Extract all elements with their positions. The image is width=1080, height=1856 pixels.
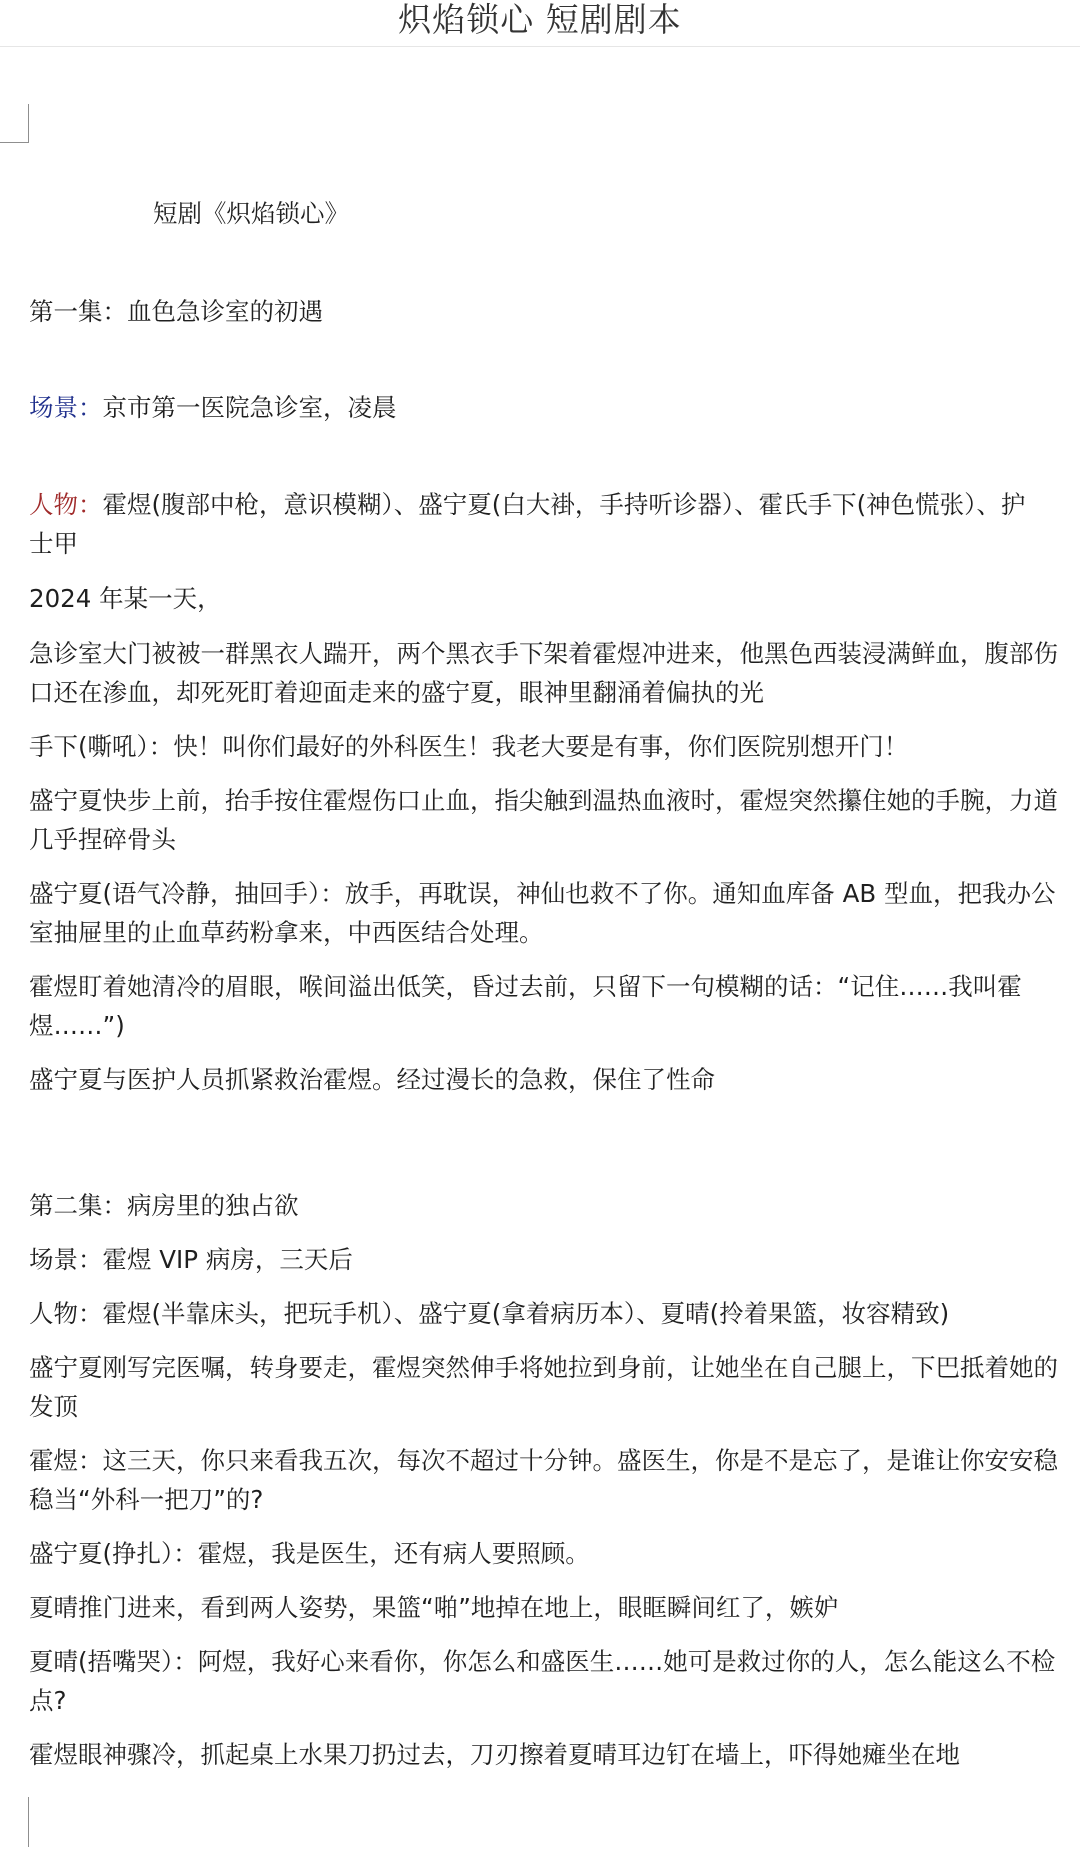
episode2-scene: 场景：霍煜 VIP 病房，三天后 [29, 1245, 353, 1274]
episode2-paragraph: 盛宁夏刚写完医嘱，转身要走，霍煜突然伸手将她拉到身前，让她坐在自己腿上，下巴抵着她的 [29, 1353, 1058, 1382]
document-header [0, 0, 1080, 47]
document-title: 炽焰锁心 短剧剧本 [398, 0, 682, 39]
episode2-characters: 人物：霍煜(半靠床头，把玩手机）、盛宁夏(拿着病历本）、夏晴(拎着果篮，妆容精致) [29, 1299, 950, 1328]
episode2-paragraph: 霍煜眼神骤冷，抓起桌上水果刀扔过去，刀刃擦着夏晴耳边钉在墙上，吓得她瘫坐在地 [29, 1740, 960, 1769]
page-corner-mark-bottom [0, 1797, 29, 1847]
episode1-characters [29, 485, 1080, 525]
page-corner-mark-top [0, 104, 29, 143]
episode1-paragraph: 盛宁夏(语气冷静，抽回手）：放手，再耽误，神仙也救不了你。通知血库备 AB 型血，把我办公 [29, 879, 1056, 908]
episode1-paragraph-cont: 室抽屉里的止血草药粉拿来，中西医结合处理。 [29, 918, 544, 947]
episode2-paragraph-cont: 稳当“外科一把刀”的? [29, 1485, 264, 1514]
episode1-characters-cont: 士甲 [29, 529, 78, 558]
episode2-paragraph: 霍煜：这三天，你只来看我五次，每次不超过十分钟。盛医生，你是不是忘了，是谁让你安安稳 [29, 1446, 1058, 1475]
episode1-paragraph-cont: 几乎捏碎骨头 [29, 825, 176, 854]
episode1-paragraph: 手下(嘶吼）：快！叫你们最好的外科医生！我老大要是有事，你们医院别想开门！ [29, 732, 909, 761]
episode1-paragraph-cont: 口还在渗血，却死死盯着迎面走来的盛宁夏，眼神里翻涌着偏执的光 [29, 678, 764, 707]
episode1-heading: 第一集：血色急诊室的初遇 [29, 297, 323, 326]
episode1-paragraph: 霍煜盯着她清冷的眉眼，喉间溢出低笑，昏过去前，只留下一句模糊的话：“记住……我叫霍 [29, 972, 1022, 1001]
episode1-paragraph-cont: 煜……”) [29, 1011, 125, 1040]
episode1-scene [29, 388, 1080, 428]
episode1-characters-label: 人物： [29, 490, 103, 519]
episode2-paragraph: 夏晴(捂嘴哭）：阿煜，我好心来看你，你怎么和盛医生……她可是救过你的人，怎么能这么不检 [29, 1647, 1056, 1676]
episode2-paragraph: 盛宁夏(挣扎）：霍煜，我是医生，还有病人要照顾。 [29, 1539, 590, 1568]
episode1-paragraph: 急诊室大门被被一群黑衣人踹开，两个黑衣手下架着霍煜冲进来，他黑色西装浸满鲜血，腹部伤 [29, 639, 1058, 668]
episode2-paragraph-cont: 发顶 [29, 1392, 78, 1421]
episode2-paragraph: 夏晴推门进来，看到两人姿势，果篮“啪”地掉在地上，眼眶瞬间红了，嫉妒 [29, 1593, 839, 1622]
episode1-paragraph: 2024 年某一天， [29, 584, 222, 613]
episode2-paragraph-cont: 点? [29, 1686, 67, 1715]
episode1-paragraph: 盛宁夏快步上前，抬手按住霍煜伤口止血，指尖触到温热血液时，霍煜突然攥住她的手腕，力道 [29, 786, 1058, 815]
episode1-characters-text: 霍煜(腹部中枪，意识模糊）、盛宁夏(白大褂，手持听诊器）、霍氏手下(神色慌张）、护 [102, 490, 1026, 519]
episode1-scene-label: 场景： [29, 393, 103, 422]
episode1-scene-text: 京市第一医院急诊室，凌晨 [102, 393, 397, 422]
episode1-paragraph: 盛宁夏与医护人员抓紧救治霍煜。经过漫长的急救，保住了性命 [29, 1065, 715, 1094]
script-title: 短剧《炽焰锁心》 [153, 199, 349, 228]
episode2-heading: 第二集：病房里的独占欲 [29, 1191, 299, 1220]
